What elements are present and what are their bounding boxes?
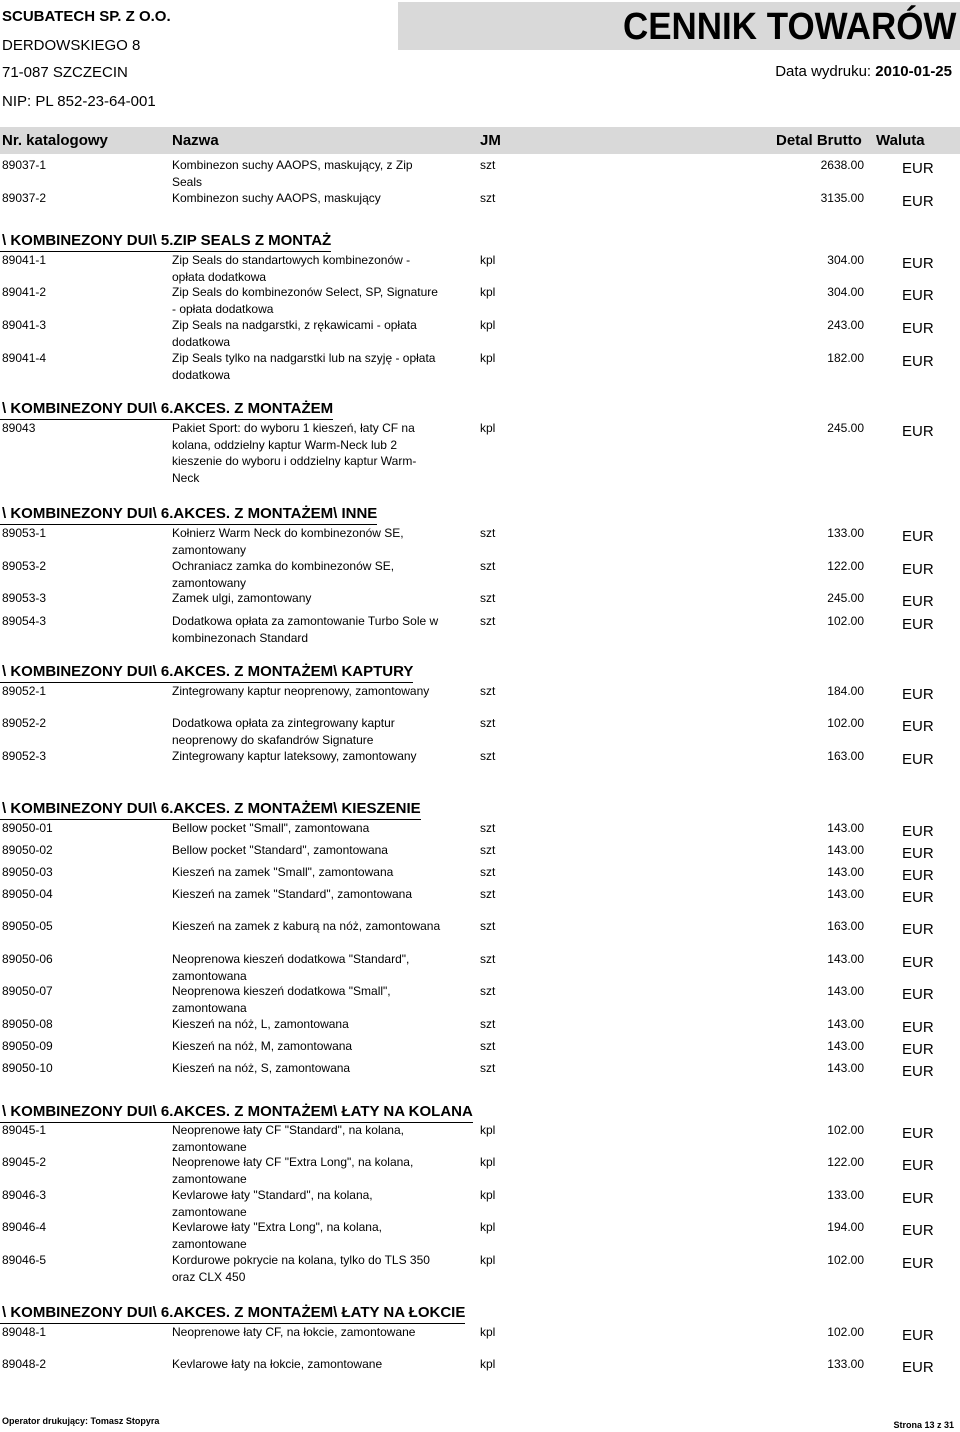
item-name: Pakiet Sport: do wyboru 1 kieszeń, łaty CF na kolana, oddzielny kaptur Warm-Neck lub 2 kieszenie do wyboru i oddzielny kaptur Warm-Neck <box>172 421 417 485</box>
item-code: 89050-06 <box>2 952 53 966</box>
item-price: 143.00 <box>827 821 864 835</box>
item-currency: EUR <box>902 751 934 768</box>
item-price: 102.00 <box>827 614 864 628</box>
item-name: Zamek ulgi, zamontowany <box>172 591 312 605</box>
item-unit: kpl <box>480 1123 496 1137</box>
item-unit: szt <box>480 1017 496 1031</box>
item-price: 102.00 <box>827 716 864 730</box>
item-code: 89050-03 <box>2 865 53 879</box>
item-currency: EUR <box>902 686 934 703</box>
section-title: \ KOMBINEZONY DUI\ 6.AKCES. Z MONTAŻEM\ ŁATY NA ŁOKCIE <box>2 1304 466 1321</box>
item-name: Kieszeń na zamek "Standard", zamontowana <box>172 887 412 901</box>
column-header-name: Nazwa <box>172 132 219 149</box>
item-price: 102.00 <box>827 1325 864 1339</box>
item-unit: szt <box>480 716 496 730</box>
item-price: 143.00 <box>827 1061 864 1075</box>
item-name: Zintegrowany kaptur neoprenowy, zamontowany <box>172 684 430 698</box>
item-unit: szt <box>480 843 496 857</box>
item-code: 89053-2 <box>2 559 47 573</box>
item-currency: EUR <box>902 1019 934 1036</box>
item-price: 133.00 <box>827 526 864 540</box>
item-price: 133.00 <box>827 1188 864 1202</box>
column-header-unit: JM <box>480 132 501 149</box>
item-code: 89050-05 <box>2 919 53 933</box>
item-code: 89053-1 <box>2 526 47 540</box>
item-price: 133.00 <box>827 1357 864 1371</box>
item-name: Kieszeń na nóż, L, zamontowana <box>172 1017 349 1031</box>
item-code: 89041-4 <box>2 351 47 365</box>
item-unit: kpl <box>480 1325 496 1339</box>
item-code: 89050-08 <box>2 1017 53 1031</box>
item-name: Ochraniacz zamka do kombinezonów SE, zamontowany <box>172 559 395 590</box>
item-currency: EUR <box>902 889 934 906</box>
item-unit: szt <box>480 984 496 998</box>
item-currency: EUR <box>902 593 934 610</box>
item-name: Neoprenowe łaty CF "Standard", na kolana, zamontowane <box>172 1123 404 1154</box>
item-code: 89052-1 <box>2 684 47 698</box>
item-unit: szt <box>480 749 496 763</box>
item-price: 143.00 <box>827 952 864 966</box>
item-unit: kpl <box>480 318 496 332</box>
column-header-code: Nr. katalogowy <box>2 132 108 149</box>
item-name: Kombinezon suchy AAOPS, maskujący <box>172 191 381 205</box>
item-name: Kombinezon suchy AAOPS, maskujący, z Zip Seals <box>172 158 413 189</box>
item-name: Neoprenowa kieszeń dodatkowa "Small", zamontowana <box>172 984 391 1015</box>
item-price: 304.00 <box>827 253 864 267</box>
company-name: SCUBATECH SP. Z O.O. <box>2 8 171 25</box>
item-currency: EUR <box>902 1041 934 1058</box>
item-name: Kevlarowe łaty "Standard", na kolana, zamontowane <box>172 1188 373 1219</box>
item-unit: kpl <box>480 1253 496 1267</box>
item-code: 89050-09 <box>2 1039 53 1053</box>
item-unit: kpl <box>480 1220 496 1234</box>
item-name: Kevlarowe łaty na łokcie, zamontowane <box>172 1357 383 1371</box>
section-title: \ KOMBINEZONY DUI\ 6.AKCES. Z MONTAŻEM\ INNE <box>2 505 378 522</box>
item-name: Kieszeń na zamek z kaburą na nóż, zamontowana <box>172 919 441 933</box>
item-name: Bellow pocket "Small", zamontowana <box>172 821 370 835</box>
item-unit: szt <box>480 865 496 879</box>
item-name: Zip Seals tylko na nadgarstki lub na szyję - opłata dodatkowa <box>172 351 436 382</box>
item-code: 89052-3 <box>2 749 47 763</box>
item-code: 89045-2 <box>2 1155 47 1169</box>
item-code: 89037-2 <box>2 191 47 205</box>
item-currency: EUR <box>902 528 934 545</box>
item-unit: szt <box>480 1039 496 1053</box>
item-currency: EUR <box>902 1190 934 1207</box>
item-currency: EUR <box>902 193 934 210</box>
item-code: 89052-2 <box>2 716 47 730</box>
item-code: 89046-4 <box>2 1220 47 1234</box>
section-header <box>2 800 421 818</box>
item-code: 89050-04 <box>2 887 53 901</box>
table-header <box>0 127 960 154</box>
item-name: Zip Seals na nadgarstki, z rękawicami - opłata dodatkowa <box>172 318 417 349</box>
item-unit: kpl <box>480 285 496 299</box>
item-unit: szt <box>480 591 496 605</box>
item-code: 89050-10 <box>2 1061 53 1075</box>
item-price: 194.00 <box>827 1220 864 1234</box>
section-header <box>2 400 333 418</box>
item-currency: EUR <box>902 718 934 735</box>
section-title: \ KOMBINEZONY DUI\ 6.AKCES. Z MONTAŻEM\ KAPTURY <box>2 663 414 680</box>
item-price: 184.00 <box>827 684 864 698</box>
item-unit: szt <box>480 559 496 573</box>
item-unit: szt <box>480 919 496 933</box>
item-price: 143.00 <box>827 1017 864 1031</box>
item-code: 89041-3 <box>2 318 47 332</box>
item-code: 89050-02 <box>2 843 53 857</box>
item-currency: EUR <box>902 1359 934 1376</box>
item-unit: szt <box>480 1061 496 1075</box>
item-price: 2638.00 <box>820 158 864 172</box>
item-unit: kpl <box>480 421 496 435</box>
item-code: 89048-1 <box>2 1325 47 1339</box>
item-name: Kieszeń na nóż, S, zamontowana <box>172 1061 351 1075</box>
item-price: 102.00 <box>827 1123 864 1137</box>
item-price: 243.00 <box>827 318 864 332</box>
column-header-price: Detal Brutto <box>776 132 862 149</box>
item-price: 245.00 <box>827 591 864 605</box>
item-price: 143.00 <box>827 1039 864 1053</box>
section-title: \ KOMBINEZONY DUI\ 6.AKCES. Z MONTAŻEM\ ŁATY NA KOLANA <box>2 1103 473 1120</box>
item-code: 89043 <box>2 421 36 435</box>
item-name: Kołnierz Warm Neck do kombinezonów SE, zamontowany <box>172 526 404 557</box>
item-currency: EUR <box>902 845 934 862</box>
item-name: Zip Seals do standartowych kombinezonów - opłata dodatkowa <box>172 253 411 284</box>
item-currency: EUR <box>902 1327 934 1344</box>
item-code: 89041-2 <box>2 285 47 299</box>
item-code: 89045-1 <box>2 1123 47 1137</box>
print-date-label: Data wydruku: <box>775 63 872 80</box>
title-banner <box>398 2 960 50</box>
item-code: 89050-07 <box>2 984 53 998</box>
item-unit: szt <box>480 158 496 172</box>
item-currency: EUR <box>902 823 934 840</box>
item-currency: EUR <box>902 561 934 578</box>
item-currency: EUR <box>902 1157 934 1174</box>
item-code: 89041-1 <box>2 253 47 267</box>
item-currency: EUR <box>902 1125 934 1142</box>
item-code: 89054-3 <box>2 614 47 628</box>
item-price: 102.00 <box>827 1253 864 1267</box>
section-header <box>2 232 331 250</box>
item-unit: szt <box>480 952 496 966</box>
print-date <box>775 63 952 80</box>
item-name: Dodatkowa opłata za zamontowanie Turbo Sole w kombinezonach Standard <box>172 614 439 645</box>
item-price: 182.00 <box>827 351 864 365</box>
item-currency: EUR <box>902 287 934 304</box>
item-name: Kordurowe pokrycie na kolana, tylko do TLS 350 oraz CLX 450 <box>172 1253 430 1284</box>
page-title: CENNIK TOWARÓW <box>622 6 956 48</box>
item-name: Neoprenowe łaty CF "Extra Long", na kolana, zamontowane <box>172 1155 414 1186</box>
item-name: Kieszeń na zamek "Small", zamontowana <box>172 865 394 879</box>
footer-operator: Operator drukujący: Tomasz Stopyra <box>2 1416 160 1426</box>
item-currency: EUR <box>902 353 934 370</box>
item-price: 3135.00 <box>820 191 864 205</box>
item-name: Zintegrowany kaptur lateksowy, zamontowany <box>172 749 417 763</box>
section-header <box>2 1304 465 1322</box>
section-title: \ KOMBINEZONY DUI\ 6.AKCES. Z MONTAŻEM\ KIESZENIE <box>2 800 421 817</box>
section-title: \ KOMBINEZONY DUI\ 6.AKCES. Z MONTAŻEM <box>2 400 334 417</box>
item-currency: EUR <box>902 1255 934 1272</box>
item-currency: EUR <box>902 1222 934 1239</box>
item-price: 122.00 <box>827 559 864 573</box>
item-currency: EUR <box>902 954 934 971</box>
item-unit: szt <box>480 191 496 205</box>
section-header <box>2 505 377 523</box>
section-header <box>2 1103 473 1121</box>
item-unit: kpl <box>480 1188 496 1202</box>
item-unit: kpl <box>480 1155 496 1169</box>
print-date-value: 2010-01-25 <box>875 63 952 80</box>
item-currency: EUR <box>902 1063 934 1080</box>
item-price: 163.00 <box>827 749 864 763</box>
item-currency: EUR <box>902 986 934 1003</box>
item-unit: szt <box>480 887 496 901</box>
item-code: 89048-2 <box>2 1357 47 1371</box>
item-name: Neoprenowe łaty CF, na łokcie, zamontowane <box>172 1325 416 1339</box>
item-currency: EUR <box>902 921 934 938</box>
item-name: Bellow pocket "Standard", zamontowana <box>172 843 388 857</box>
item-code: 89037-1 <box>2 158 47 172</box>
item-unit: kpl <box>480 351 496 365</box>
item-currency: EUR <box>902 320 934 337</box>
item-price: 143.00 <box>827 984 864 998</box>
footer-page-number: Strona 13 z 31 <box>893 1420 954 1430</box>
item-code: 89046-5 <box>2 1253 47 1267</box>
item-unit: kpl <box>480 1357 496 1371</box>
item-price: 143.00 <box>827 843 864 857</box>
item-code: 89050-01 <box>2 821 53 835</box>
item-code: 89046-3 <box>2 1188 47 1202</box>
item-currency: EUR <box>902 160 934 177</box>
item-unit: szt <box>480 614 496 628</box>
item-name: Kevlarowe łaty "Extra Long", na kolana, zamontowane <box>172 1220 382 1251</box>
section-header <box>2 663 413 681</box>
item-name: Kieszeń na nóż, M, zamontowana <box>172 1039 353 1053</box>
section-title: \ KOMBINEZONY DUI\ 5.ZIP SEALS Z MONTAŻ <box>2 232 332 249</box>
item-unit: kpl <box>480 253 496 267</box>
item-name: Dodatkowa opłata za zintegrowany kaptur neoprenowy do skafandrów Signature <box>172 716 395 747</box>
item-currency: EUR <box>902 423 934 440</box>
item-price: 143.00 <box>827 887 864 901</box>
item-unit: szt <box>480 526 496 540</box>
item-price: 304.00 <box>827 285 864 299</box>
item-price: 245.00 <box>827 421 864 435</box>
item-currency: EUR <box>902 867 934 884</box>
item-price: 143.00 <box>827 865 864 879</box>
item-unit: szt <box>480 821 496 835</box>
item-price: 122.00 <box>827 1155 864 1169</box>
company-street: DERDOWSKIEGO 8 <box>2 37 141 54</box>
item-price: 163.00 <box>827 919 864 933</box>
item-name: Zip Seals do kombinezonów Select, SP, Signature - opłata dodatkowa <box>172 285 438 316</box>
item-name: Neoprenowa kieszeń dodatkowa "Standard", zamontowana <box>172 952 410 983</box>
company-city: 71-087 SZCZECIN <box>2 64 128 81</box>
item-code: 89053-3 <box>2 591 47 605</box>
company-nip: NIP: PL 852-23-64-001 <box>2 93 156 110</box>
item-currency: EUR <box>902 255 934 272</box>
item-currency: EUR <box>902 616 934 633</box>
item-unit: szt <box>480 684 496 698</box>
column-header-currency: Waluta <box>876 132 925 149</box>
